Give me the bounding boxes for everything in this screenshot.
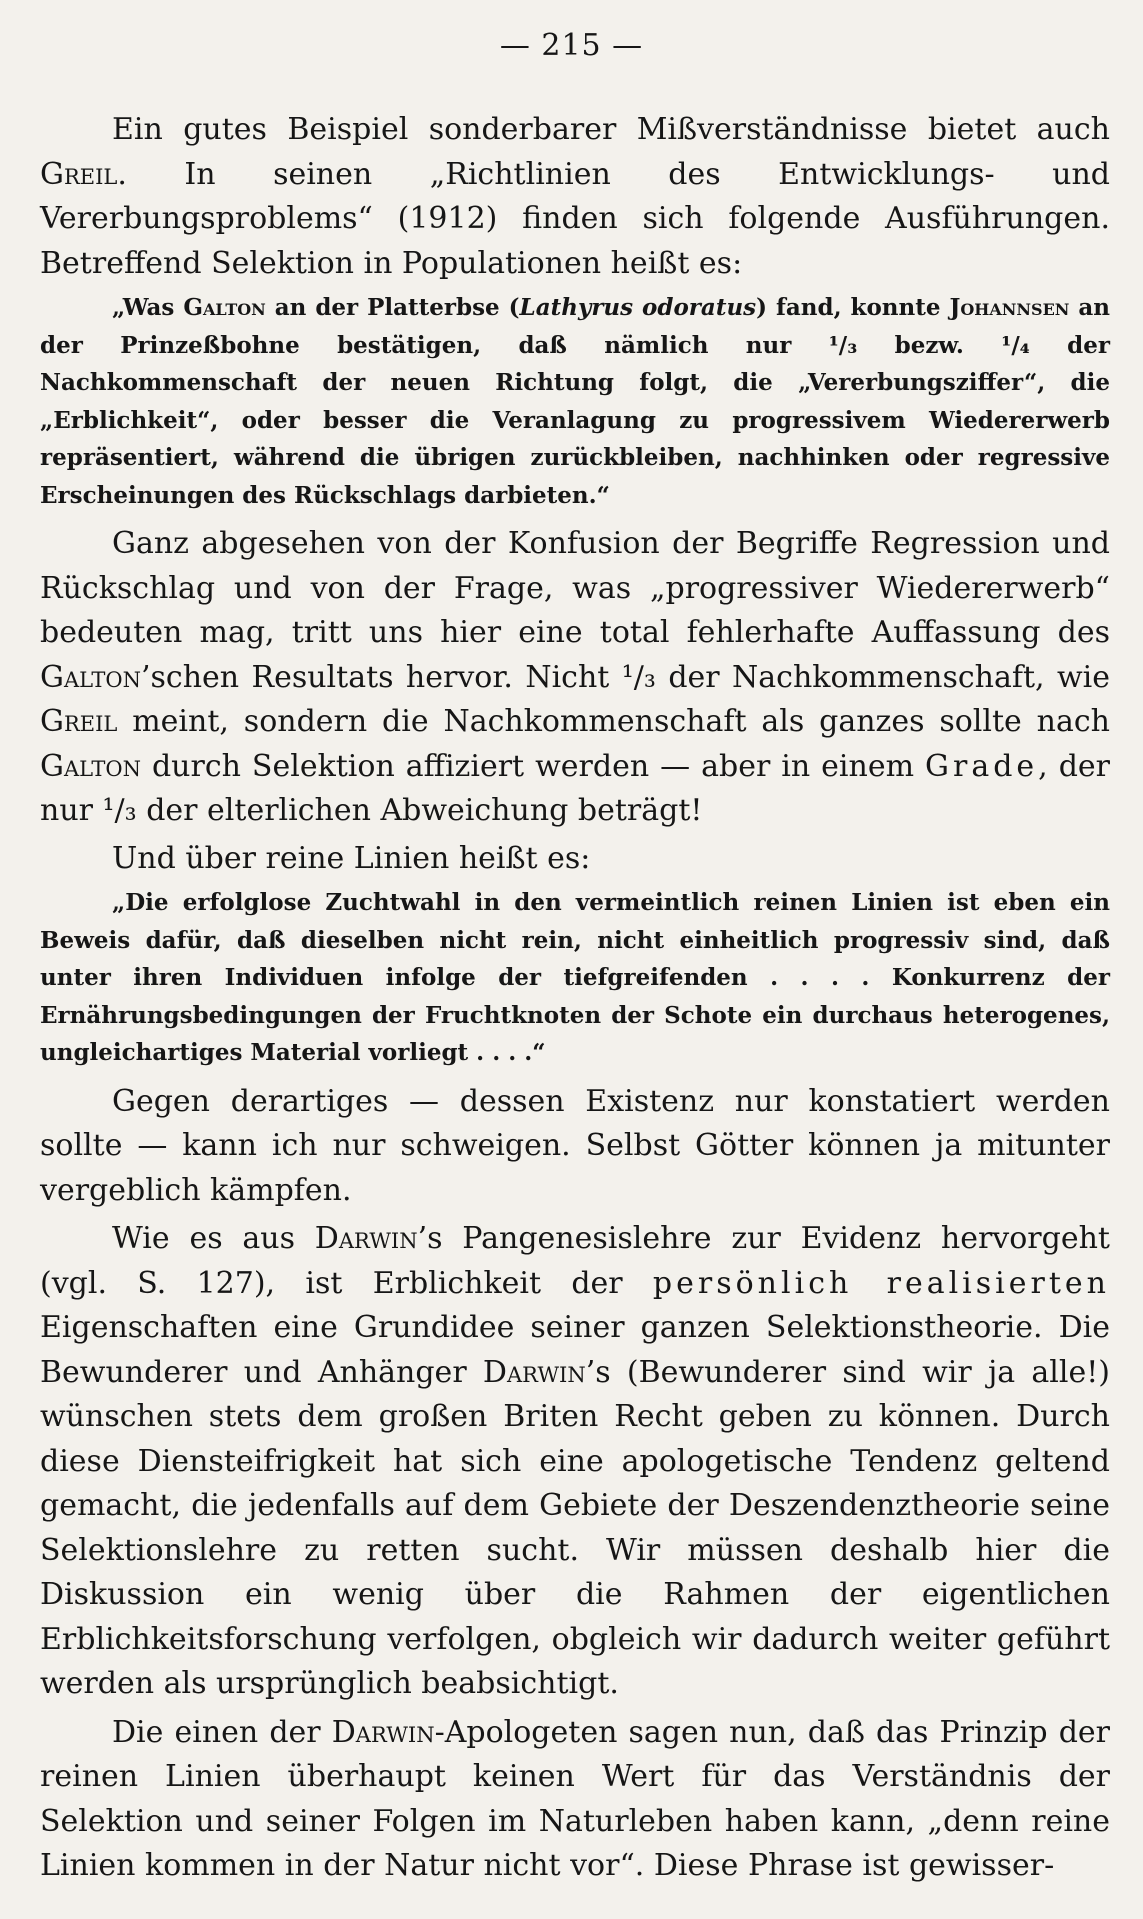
paragraph-darwin-pangenesis [40,1217,1110,1707]
author-name: Darwin [314,1221,418,1256]
author-name: Darwin [482,1354,586,1390]
block-quote-pure-lines: „Die erfolglose Zuchtwahl in den vermeintlich reinen Linien ist eben ein Beweis dafür, daß dieselben nicht rein, nicht einheitlich progressiv sind, daß unter ihren Individuen infolge der tiefgreifenden . . . . Konkurrenz der Ernährungsbedingungen der Fruchtknoten der Schote ein durchaus heterogenes, ungleichartiges Material vorliegt . . . .“ [40,889,1110,1066]
text-run: Ganz abgesehen von der Konfusion der Begriffe Regression und Rückschlag und von der Frage, was „progressiver Wiedererwerb“ bedeuten mag, tritt uns hier eine total fehlerhafte Auffassung des [40,526,1110,650]
paragraph-galton-critique [40,522,1110,834]
text-run: an der Prinzeßbohne bestätigen, daß nämlich nur ¹/₃ bezw. ¹/₄ der Nachkommenschaft der neuen Richtung folgt, die „Vererbungsziffer“, die „Erblichkeit“, oder besser die Veranlagung zu progressivem Wiedererwerb repräsentiert, während die übrigen zurückbleiben, nachhinken oder regressive Erscheinungen des Rückschlags darbieten.“ [40,294,1110,509]
text-run: ’s Pangenesislehre zur Evidenz hervorgeht (vgl. S. 127), ist Erblichkeit der [40,1221,1110,1301]
text-run: an der Platterbse ( [265,294,520,321]
author-name: Greil [40,156,118,192]
text-run: meint, sondern die Nachkommenschaft als ganzes sollte nach [117,704,1110,739]
text-run: ) fand, konnte [756,294,950,321]
author-name: Galton [183,294,266,321]
spaced-emphasis: Grade [925,748,1039,784]
block-quote-greil-populations [40,289,1110,514]
text-run: ’s (Bewunderer sind wir ja alle!) wünschen stets dem großen Briten Recht geben zu können. Durch diese Diensteifrigkeit hat sich eine apologetische Tendenz geltend gemacht, die jedenfalls auf dem Gebiete der Deszendenztheorie seine Selektionslehre zu retten sucht. Wir müssen deshalb hier die Diskussion ein wenig über die Rahmen der eigentlichen Erblichkeitsforschung verfolgen, obgleich wir dadurch weiter geführt werden als ursprünglich beabsichtigt. [40,1354,1110,1701]
text-run: Wie es aus [112,1221,315,1256]
text-run: Ein gutes Beispiel sonderbarer Mißverständnisse bietet auch [112,112,1110,147]
text-run: , der nur ¹/₃ der elterlichen Abweichung beträgt! [40,748,1110,828]
text-run: ’schen Resultats hervor. Nicht ¹/₃ der Nachkommenschaft, wie [140,659,1110,695]
paragraph-greil-intro [40,108,1110,286]
author-name: Darwin [331,1714,435,1750]
text-run: durch Selektion affiziert werden — aber in einem [140,748,926,784]
page-body [40,108,1110,1892]
page-number: — 215 — [499,28,644,63]
text-run: Eigenschaften eine Grundidee seiner ganzen Selektionstheorie. Die Bewunderer und Anhänger [40,1310,1110,1390]
species-name: Lathyrus odoratus [519,294,757,321]
author-name: Johannsen [949,294,1070,321]
author-name: Galton [40,659,141,695]
author-name: Galton [40,748,141,784]
paragraph-darwin-apologists [40,1711,1110,1889]
paragraph-pure-lines-intro: Und über reine Linien heißt es: [112,840,591,876]
paragraph-silence: Gegen derartiges — dessen Existenz nur konstatiert werden sollte — kann ich nur schweigen. Selbst Götter können ja mitunter vergeblich kämpfen. [40,1083,1110,1208]
spaced-emphasis: persönlich realisierten [652,1265,1110,1301]
text-run: . In seinen „Richtlinien des Entwicklungs- und Vererbungsproblems“ (1912) finden sich folgende Ausführungen. Betreffend Selektion in Populationen heißt es: [40,156,1110,281]
author-name: Greil [40,704,118,739]
text-run: „Was [112,294,184,321]
text-run: Die einen der [112,1714,332,1750]
text-run: -Apologeten sagen nun, daß das Prinzip der reinen Linien überhaupt keinen Wert für das Verständnis der Selektion und seiner Folgen im Naturleben haben kann, „denn reine Linien kommen in der Natur nicht vor“. Diese Phrase ist gewisser- [40,1714,1110,1883]
